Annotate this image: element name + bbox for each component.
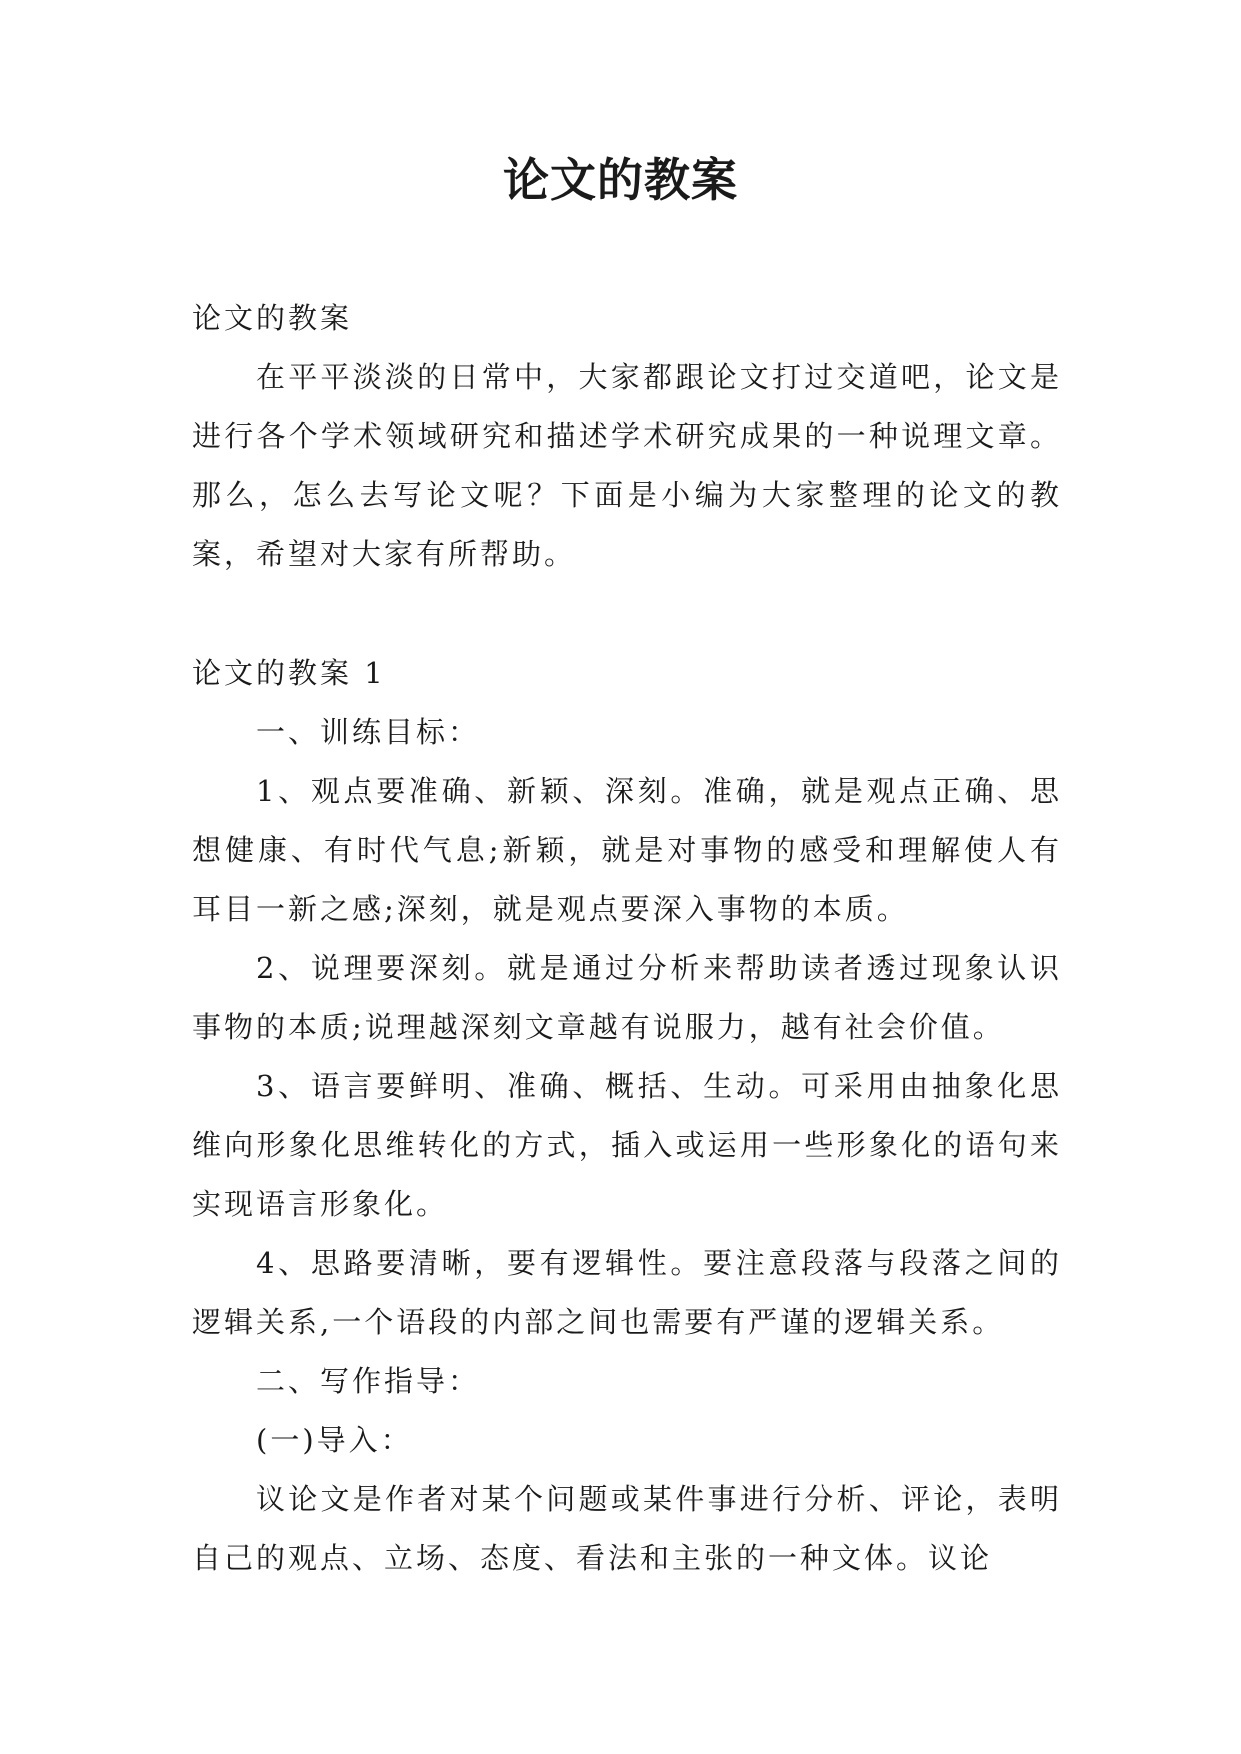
goal-paragraph-4: 4、思路要清晰，要有逻辑性。要注意段落与段落之间的逻辑关系,一个语段的内部之间也需要有严谨的逻辑关系。 (192, 1246, 1062, 1339)
intro-paragraph: 在平平淡淡的日常中，大家都跟论文打过交道吧，论文是进行各个学术领域研究和描述学术研究成果的一种说理文章。那么，怎么去写论文呢？下面是小编为大家整理的论文的教案，希望对大家有所帮助。 (192, 360, 1062, 571)
argument-paragraph: 议论文是作者对某个问题或某件事进行分析、评论，表明自己的观点、立场、态度、看法和主张的一种文体。议论 (192, 1482, 1062, 1575)
goal-paragraph-2: 2、说理要深刻。就是通过分析来帮助读者透过现象认识事物的本质;说理越深刻文章越有说服力，越有社会价值。 (192, 951, 1062, 1044)
goal-paragraph-3: 3、语言要鲜明、准确、概括、生动。可采用由抽象化思维向形象化思维转化的方式，插入或运用一些形象化的语句来实现语言形象化。 (192, 1069, 1062, 1221)
goal-paragraph-1: 1、观点要准确、新颖、深刻。准确，就是观点正确、思想健康、有时代气息;新颖，就是对事物的感受和理解使人有耳目一新之感;深刻，就是观点要深入事物的本质。 (192, 774, 1062, 926)
training-goals-heading: 一、训练目标： (256, 715, 481, 749)
writing-guide-heading: 二、写作指导： (256, 1364, 481, 1398)
intro-subheading: (一)导入： (256, 1423, 413, 1457)
section-heading: 论文的教案 1 (192, 656, 386, 690)
document-body (192, 289, 1062, 1588)
paragraph-gap (192, 584, 1062, 644)
intro-heading: 论文的教案 (192, 301, 353, 335)
page-title: 论文的教案 (503, 153, 738, 207)
